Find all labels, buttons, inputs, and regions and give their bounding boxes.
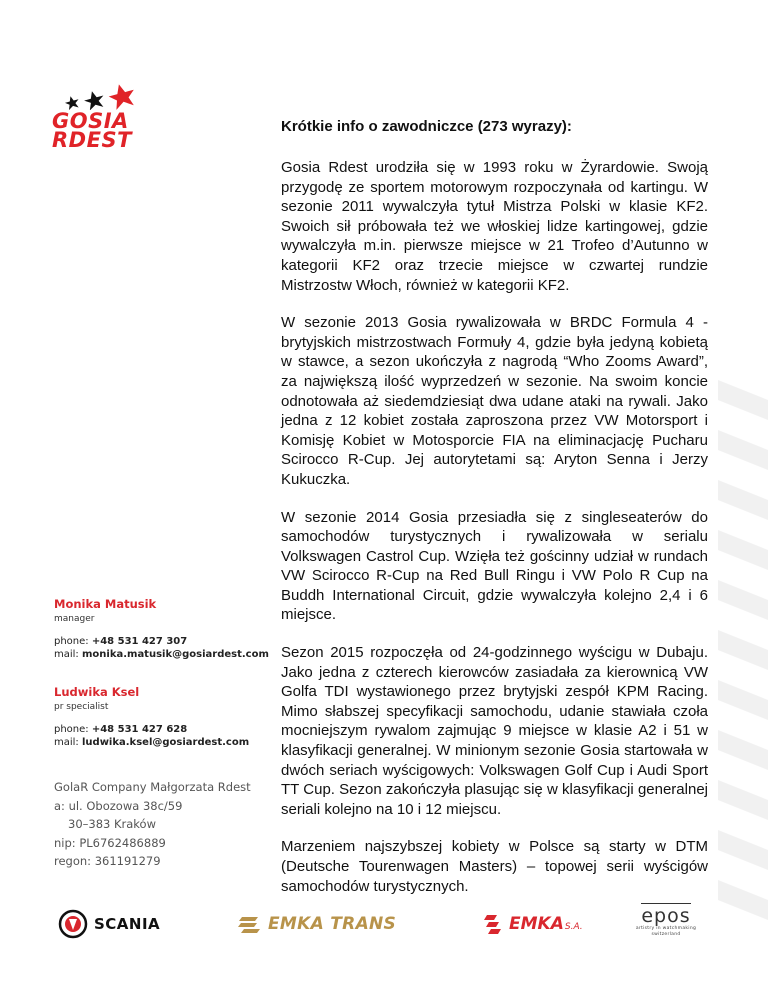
contact-role: manager [54, 614, 95, 624]
emka-trans-logo [238, 905, 396, 943]
main-content [281, 118, 708, 914]
contact-manager [54, 597, 269, 660]
contact-pr [54, 685, 250, 748]
phone-label: phone: [54, 636, 92, 647]
email-link[interactable]: monika.matusik@gosiardest.com [81, 649, 269, 660]
phone-label: phone: [54, 724, 92, 735]
contact-role: pr specialist [54, 702, 109, 712]
emka-trans-mark-icon [238, 913, 262, 935]
scania-griffin-icon [58, 909, 88, 939]
logo-text-line1: GOSIA [52, 109, 129, 133]
company-name: GolaR Company Małgorzata Rdest [54, 780, 251, 794]
company-nip: nip: PL6762486889 [54, 835, 166, 850]
contact-phone [54, 723, 187, 736]
mail-label: mail: [54, 649, 82, 660]
epos-logo [618, 903, 714, 941]
mail-label: mail: [54, 737, 82, 748]
emka-sa-text: S.A. [564, 922, 583, 932]
paragraph-4: Sezon 2015 rozpoczęła od 24-godzinnego wyścigu w Dubaju. Jako jedna z czterech kierowców zasiadała za kierownicą VW Golfa TDI wystawionego przez brytyjski zespół KPM Racing. Mimo słabszej specyfikacji samochodu, udanie stawiała czoła mocniejszym rywalom zajmując 9 miejsce w klasie A2 i 51 w klasyfikacji generalnej. W minionym sezonie Gosia startowała w dwóch seriach wyścigowych: Volkswagen Golf Cup i Audi Sport TT Cup. Sezon zakończyła plasując się w klasyfikacji generalnej seriali kolejno na 10 i 12 miejscu. [281, 644, 708, 818]
company-regon: regon: 361191279 [54, 854, 161, 868]
page-heading: Krótkie info o zawodniczce (273 wyrazy): [281, 118, 572, 135]
contact-mail [54, 648, 269, 661]
phone-number[interactable]: +48 531 427 628 [91, 724, 188, 735]
paragraph-5: Marzeniem najszybszej kobiety w Polsce są starty w DTM (Deutsche Tourenwagen Masters) – topowej serii wyścigów samochodów turystycznych. [281, 838, 708, 895]
company-address: a: ul. Obozowa 38c/59 [54, 798, 183, 813]
epos-text: epos [641, 905, 691, 927]
scania-logo [58, 905, 160, 943]
paragraph-3: W sezonie 2014 Gosia przesiadła się z singleseaterów do samochodów turystycznych i rywalizowała w serialu Volkswagen Castrol Cup. Wzięła też gościnny udział w rundach VW Scirocco R-Cup na Red Bull Ringu i VW Polo R Cup na Buddh International Circuit, gdzie wywalczyła kolejno 2,4 i 6 miejsce. [281, 508, 708, 624]
company-city: 30–383 Kraków [68, 817, 156, 831]
logo-text-line2: RDEST [52, 128, 132, 152]
phone-number[interactable]: +48 531 427 307 [91, 636, 188, 647]
email-link[interactable]: ludwika.ksel@gosiardest.com [81, 737, 250, 748]
contact-name: Ludwika Ksel [54, 685, 140, 699]
scania-text: SCANIA [94, 915, 161, 933]
epos-tagline: artistry in watchmaking [635, 926, 697, 931]
emka-trans-text: EMKA TRANS [268, 914, 397, 934]
emka-sa-logo [483, 905, 583, 943]
paragraph-2: W sezonie 2013 Gosia rywalizowała w BRDC Formula 4 - brytyjskich mistrzostwach Formuły 4, gdzie była jedyną kobietą w stawce, a sezon ukończyła z nagrodą “Who Zooms Award”, za największą ilość wyprzedzeń w sezonie. Na swoim koncie odnotowała aż siedemdziesiąt dwa udane ataki na rywali. Jako jedna z 12 kobiet została zaproszona przez VW Motorsport i Komisję Kobiet w Motosporcie FIA na eliminacjację Pucharu Scirocco R-Cup. Jej autorytetami są: Aryton Senna i Jerzy Kukuczka. [281, 314, 708, 488]
emka-text: EMKA [509, 914, 564, 934]
company-info [54, 778, 284, 871]
epos-country: switzerland [651, 932, 681, 937]
gosia-rdest-logo [52, 84, 148, 154]
emka-mark-icon [483, 913, 505, 935]
contact-phone [54, 635, 187, 648]
paragraph-1: Gosia Rdest urodziła się w 1993 roku w Żyrardowie. Swoją przygodę ze sportem motorowym rozpoczynała od kartingu. W sezonie 2011 wywalczyła tytuł Mistrza Polski w klasie KF2. Swoich sił próbowała też we włoskiej lidze kartingowej, gdzie wywalczyła m.in. pierwsze miejsce w 21 Trofeo d’Autunno w kategorii KF2 oraz trzecie miejsce w czwartej rundzie Mistrzostw Włoch, również w kategorii KF2. [281, 159, 708, 294]
contact-mail [54, 736, 249, 749]
stars-icon [58, 84, 144, 110]
contact-name: Monika Matusik [54, 597, 157, 611]
